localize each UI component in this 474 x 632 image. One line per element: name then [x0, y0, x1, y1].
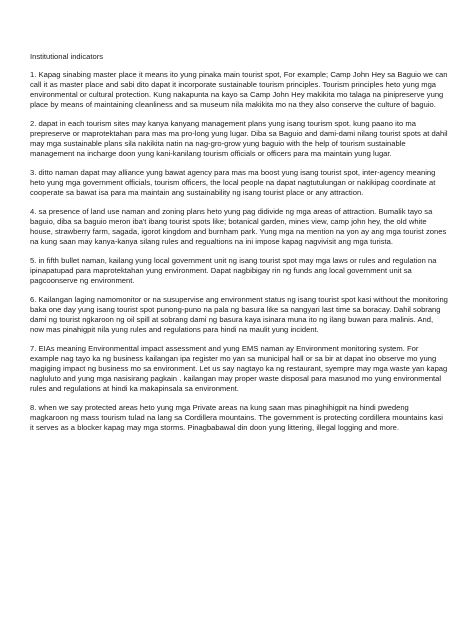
paragraph-6: 6. Kailangan laging namomonitor or na susupervise ang environment status ng isang tourist spot kasi without the monitoring baka one day yung isang tourist spot punong-puno na pala ng basura like sa nangyari last time sa boracay. Dahil sobrang dami ng tourist ngkaroon ng oil spill at sobrang dami ng basura kaya isinara muna ito ng ilang buwan para malinis. And, now mas pinahigpit nila yung rules and regulations para hindi na maulit yung incident.	[30, 295, 448, 334]
paragraph-7: 7. EIAs meaning Environmenttal impact assessment and yung EMS naman ay Environment monitoring system. For example nag tayo ka ng business kailangan ipa register mo yan sa municipal hall or sa bir at dapat ino observe mo yung magiging impact ng business mo sa environment. Let us say nagtayo ka ng restaurant, syempre may mga waste yan kapag nagluluto and yung mga nasisirang pagkain . kailangan may proper waste disposal para masunod mo yung environmental rules and regulations at hindi ka makapinsala sa environment.	[30, 344, 448, 393]
document-heading: Institutional indicators	[30, 52, 104, 61]
paragraph-1: 1. Kapag sinabing master place it means ito yung pinaka main tourist spot, For example; Camp John Hey sa Baguio we can call it as master place and sabi dito dapat it incorporate sustainable tourism principles. Tourism principles heto yung mga environmental or cultural protection. Kung nakapunta na kayo sa Camp John Hey makikita mo talaga na pinipreserve yung place by means of maintaining cleanliness and sa museum nila makikita mo na they also conserve the culture of baguio.	[30, 70, 448, 109]
paragraph-2: 2. dapat in each tourism sites may kanya kanyang management plans yung isang tourism spot. kung paano ito ma prepreserve or maprotektahan para mas ma pro-long yung lugar. Diba sa Baguio and dami-dami nilang tourist spots at dahil may mga sustainable plans sila nakikita natin na nag-gro-grow yung baguio with the help of tourism sustainable management na incharge doon yung kani-kanilang tourism officials or officers para ma maintain yung lugar.	[30, 119, 448, 158]
paragraph-3: 3. ditto naman dapat may alliance yung bawat agency para mas ma boost yung isang tourist spot, inter-agency meaning heto yung mga government officials, tourism officers, the local people na dapat nagtutulungan or nakikipag coordinate at cooperate sa bawat isa para ma maintain ang sustainability ng isang tourist place or any attraction.	[30, 168, 436, 197]
paragraph-8: 8. when we say protected areas heto yung mga Private areas na kung saan mas pinaghihigpit na hindi pwedeng magkaroon ng mass tourism tulad na lang sa Cordillera mountains. The government is protecting cordillera mountains kasi it serves as a blocker kapag may mga storms. Pinagbabawal din doon yung littering, illegal logging and more.	[30, 403, 443, 432]
paragraph-4: 4. sa presence of land use naman and zoning plans heto yung pag didivide ng mga areas of attraction. Bumalik tayo sa baguio, diba sa baguio meron iba't ibang tourist spots like; botanical garden, mines view, camp john hey, the old white house, strawberry farm, sagada, igorot kingdom and burnham park. Yung mga na mention na yon ay ang mga tourist zones na kung saan may kanya-kanya silang rules and regualtions na ini impose kapag nagvivisit ang mga turista.	[30, 207, 447, 246]
document-body	[30, 52, 448, 442]
paragraph-5: 5. in fifth bullet naman, kailang yung local government unit ng isang tourist spot may mga laws or rules and regulation na ipinapatupad para maprotektahan yung environment. Dapat nagbibigay rin ng funds ang local government unit sa pagcoonserve ng environment.	[30, 256, 437, 285]
